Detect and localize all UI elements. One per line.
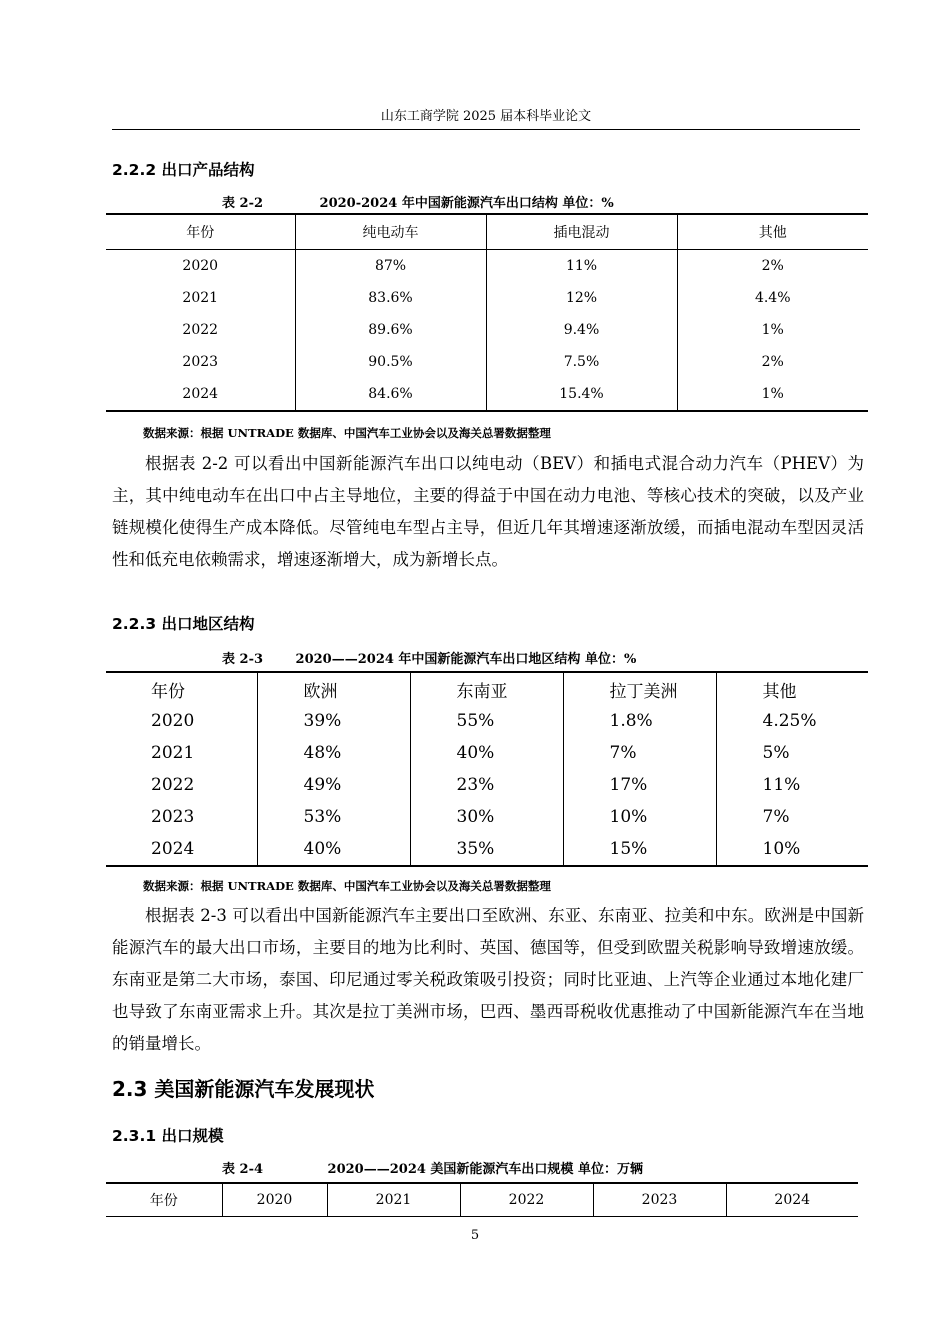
table-row <box>106 705 868 737</box>
table-cell: 2023 <box>151 807 195 827</box>
table-row <box>106 833 868 866</box>
table-row <box>106 737 868 769</box>
table-2-4-header-cell: 2020 <box>222 1183 327 1217</box>
page-number: 5 <box>470 1228 480 1243</box>
table-cell: 2020 <box>151 711 195 731</box>
table-2-4-header-cell: 2024 <box>726 1183 858 1217</box>
table-cell: 15.4% <box>486 378 677 411</box>
table-cell: 15% <box>563 833 716 866</box>
table-2-3-header-cell: 其他 <box>716 672 868 705</box>
table-cell: 11% <box>716 769 868 801</box>
table-row <box>106 314 868 346</box>
table-2-2-title: 2020-2024 年中国新能源汽车出口结构 单位：% <box>319 196 614 211</box>
section-heading-2-3: 2.3 美国新能源汽车发展现状 <box>112 1077 375 1101</box>
table-cell: 7% <box>563 737 716 769</box>
table-cell: 35% <box>410 833 563 866</box>
table-cell: 1% <box>677 314 868 346</box>
table-cell: 1% <box>677 378 868 411</box>
table-row <box>106 801 868 833</box>
table-cell: 30% <box>410 801 563 833</box>
table-2-4-title: 2020——2024 美国新能源汽车出口规模 单位：万辆 <box>327 1162 643 1177</box>
table-cell: 2021 <box>151 743 195 763</box>
table-2-3-source: 数据来源：根据 UNTRADE 数据库、中国汽车工业协会以及海关总署数据整理 <box>143 879 551 893</box>
table-2-3-header-cell: 东南亚 <box>410 672 563 705</box>
table-cell: 90.5% <box>295 346 486 378</box>
table-row <box>106 282 868 314</box>
table-2-2-number: 表 2-2 <box>222 196 264 211</box>
table-cell: 10% <box>563 801 716 833</box>
table-cell: 89.6% <box>295 314 486 346</box>
table-2-4-caption <box>222 1158 643 1177</box>
table-cell: 40% <box>410 737 563 769</box>
table-cell: 48% <box>257 737 410 769</box>
paragraph-table-2-2-analysis: 根据表 2-2 可以看出中国新能源汽车出口以纯电动（BEV）和插电式混合动力汽车（PHEV）为主，其中纯电动车在出口中占主导地位，主要的得益于中国在动力电池、等核心技术的突破，以及产业链规模化使得生产成本降低。尽管纯电车型占主导，但近几年其增速逐渐放缓，而插电混动车型因灵活性和低充电依赖需求，增速逐渐增大，成为新增长点。 <box>112 454 864 569</box>
table-row <box>106 250 868 283</box>
table-cell: 9.4% <box>486 314 677 346</box>
table-row <box>106 769 868 801</box>
table-cell: 87% <box>295 250 486 283</box>
table-cell: 55% <box>410 705 563 737</box>
table-cell: 40% <box>257 833 410 866</box>
table-cell: 4.4% <box>677 282 868 314</box>
table-cell: 7.5% <box>486 346 677 378</box>
section-heading-2-3-1: 2.3.1 出口规模 <box>112 1127 224 1145</box>
table-cell: 2022 <box>151 775 195 795</box>
running-header: 山东工商学院 2025 届本科毕业论文 <box>112 105 860 130</box>
table-2-2-caption <box>222 192 614 211</box>
table-2-2-source: 数据来源：根据 UNTRADE 数据库、中国汽车工业协会以及海关总署数据整理 <box>143 426 551 440</box>
table-2-4-number: 表 2-4 <box>222 1162 264 1177</box>
table-2-4-header-cell: 2022 <box>460 1183 593 1217</box>
table-cell: 12% <box>486 282 677 314</box>
table-cell: 4.25% <box>716 705 868 737</box>
table-cell: 83.6% <box>295 282 486 314</box>
section-heading-2-2-2: 2.2.2 出口产品结构 <box>112 161 255 179</box>
table-2-3-number: 表 2-3 <box>222 652 264 667</box>
table-2-4-header-cell: 2021 <box>327 1183 460 1217</box>
table-2-4-header-cell: 2023 <box>593 1183 726 1217</box>
table-cell: 17% <box>563 769 716 801</box>
table-2-2-header-cell: 其他 <box>677 214 868 250</box>
table-2-3-header-cell: 年份 <box>151 681 185 702</box>
table-2-2-header-cell: 纯电动车 <box>295 214 486 250</box>
table-cell: 2021 <box>182 290 219 306</box>
table-cell: 2024 <box>182 386 219 402</box>
table-cell: 53% <box>257 801 410 833</box>
table-2-3-title: 2020——2024 年中国新能源汽车出口地区结构 单位：% <box>295 652 637 667</box>
table-2-3-header-cell: 欧洲 <box>257 672 410 705</box>
table-cell: 10% <box>716 833 868 866</box>
paragraph-table-2-3-analysis: 根据表 2-3 可以看出中国新能源汽车主要出口至欧洲、东亚、东南亚、拉美和中东。欧洲是中国新能源汽车的最大出口市场，主要目的地为比利时、英国、德国等，但受到欧盟关税影响导致增速放缓。东南亚是第二大市场，泰国、印尼通过零关税政策吸引投资；同时比亚迪、上汽等企业通过本地化建厂也导致了东南亚需求上升。其次是拉丁美洲市场，巴西、墨西哥税收优惠推动了中国新能源汽车在当地的销量增长。 <box>112 906 864 1053</box>
table-row <box>106 378 868 411</box>
table-2-2 <box>106 213 868 412</box>
table-cell: 2% <box>677 250 868 283</box>
table-2-2-header-cell: 插电混动 <box>486 214 677 250</box>
table-2-3-caption <box>222 648 636 667</box>
table-2-4-header-cell: 年份 <box>149 1193 178 1209</box>
table-cell: 2020 <box>182 258 219 274</box>
section-heading-2-2-3: 2.2.3 出口地区结构 <box>112 615 255 633</box>
table-2-3-header-row <box>106 672 868 705</box>
table-2-3 <box>106 671 868 867</box>
table-row <box>106 346 868 378</box>
table-2-4-header-row <box>106 1183 858 1217</box>
table-2-2-header-row <box>106 214 868 250</box>
table-cell: 84.6% <box>295 378 486 411</box>
table-cell: 11% <box>486 250 677 283</box>
table-2-4 <box>106 1182 858 1217</box>
table-cell: 5% <box>716 737 868 769</box>
table-cell: 7% <box>716 801 868 833</box>
table-cell: 2023 <box>182 354 219 370</box>
table-cell: 2024 <box>151 839 195 859</box>
table-cell: 2% <box>677 346 868 378</box>
table-2-3-header-cell: 拉丁美洲 <box>563 672 716 705</box>
table-cell: 49% <box>257 769 410 801</box>
table-2-2-header-cell: 年份 <box>106 214 295 250</box>
table-cell: 39% <box>257 705 410 737</box>
table-cell: 1.8% <box>563 705 716 737</box>
table-cell: 23% <box>410 769 563 801</box>
table-cell: 2022 <box>182 322 219 338</box>
